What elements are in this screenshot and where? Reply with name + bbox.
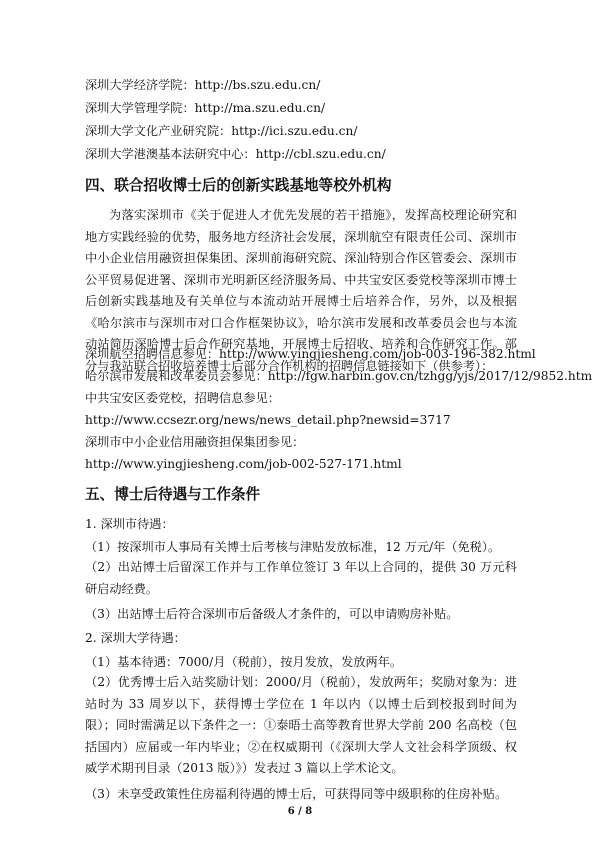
section5-heading: 五、博士后待遇与工作条件 (85, 486, 261, 503)
section4-link-sme-url: http://www.yingjiesheng.com/job-002-527-171.html (85, 457, 402, 471)
section4-link-baoan-url: http://www.ccsezr.org/news/news_detail.php?newsid=3717 (85, 413, 451, 427)
page-number: 6 / 8 (287, 806, 313, 817)
section5-sub1: 1. 深圳市待遇： (85, 517, 174, 531)
section4-intro: 为落实深圳市《关于促进人才优先发展的若干措施》，发挥高校理论研究和地方实践经验的优势，服务地方经济社会发展，深圳航空有限责任公司、深圳市中小企业信用融资担保集团、深圳前海研究院、深汕特别合作区管委会、深圳市公平贸易促进署、深圳市光明新区经济服务局、中共宝安区委党校等深圳市博士后创新实践基地及有关单位与本流动站开展博士后培养合作，另外，以及根据《哈尔滨市与深圳市对口合作框架协议》，哈尔滨市发展和改革委员会也与本流动站简历深哈博士后合作研究基地，开展博士后招收、培养和合作研究工作。部分与我站联合招收培养博士后部分合作机构的招聘信息链接如下（供参考）： (85, 208, 517, 373)
section5-sub2: 2. 深圳大学待遇： (85, 631, 186, 645)
section5-s1-item3: （3）出站博士后符合深圳市后备级人才条件的，可以申请购房补贴。 (85, 607, 459, 621)
section5-s1-item2: （2）出站博士后留深工作并与工作单位签订 3 年以上合同的，提供 30 万元科研启动经费。 (85, 560, 517, 596)
section5-s2-item3: （3）未享受政策性住房福利待遇的博士后，可获得同等中级职称的住房补贴。 (85, 787, 508, 801)
section4-heading: 四、联合招收博士后的创新实践基地等校外机构 (85, 177, 392, 194)
section4-link-sme-label: 深圳市中小企业信用融资担保集团参见： (85, 435, 305, 449)
section4-link-baoan-label: 中共宝安区委党校，招聘信息参见： (85, 391, 280, 405)
link-cultural-industry-institute: 深圳大学文化产业研究院：http://ici.szu.edu.cn/ (85, 124, 358, 138)
section5-s2-item2: （2）优秀博士后入站奖励计划：2000/月（税前），发放两年；奖励对象为：进站时为 33 周岁以下，获得博士学位在 1 年以内（以博士后到校报到时间为限）；同时需满足以下条件之一：①泰晤士高等教育世界大学前 200 名高校（包括国内）应届或一年内毕业；②在权威期刊（《深圳大学人文社会科学顶级、权威学术期刊目录（2013 版）》）发表过 3 篇以上学术论文。 (85, 675, 517, 775)
link-economics-school: 深圳大学经济学院：http://bs.szu.edu.cn/ (85, 78, 321, 92)
link-basic-law-center: 深圳大学港澳基本法研究中心：http://cbl.szu.edu.cn/ (85, 147, 386, 161)
section4-link-shenzhen-airlines: 深圳航空招聘信息参见：http://www.yingjiesheng.com/job-003-196-382.html (85, 347, 536, 361)
section5-s1-item1: （1）按深圳市人事局有关博士后考核与津贴发放标准，12 万元/年（免税）。 (85, 540, 501, 554)
section4-link-harbin: 哈尔滨市发展和改革委员会参见：http://fgw.harbin.gov.cn/tzhgg/yjs/2017/12/9852.htm (85, 369, 593, 383)
section5-s2-item1: （1）基本待遇：7000/月（税前），按月发放，发放两年。 (85, 655, 403, 669)
link-management-school: 深圳大学管理学院：http://ma.szu.edu.cn/ (85, 101, 326, 115)
